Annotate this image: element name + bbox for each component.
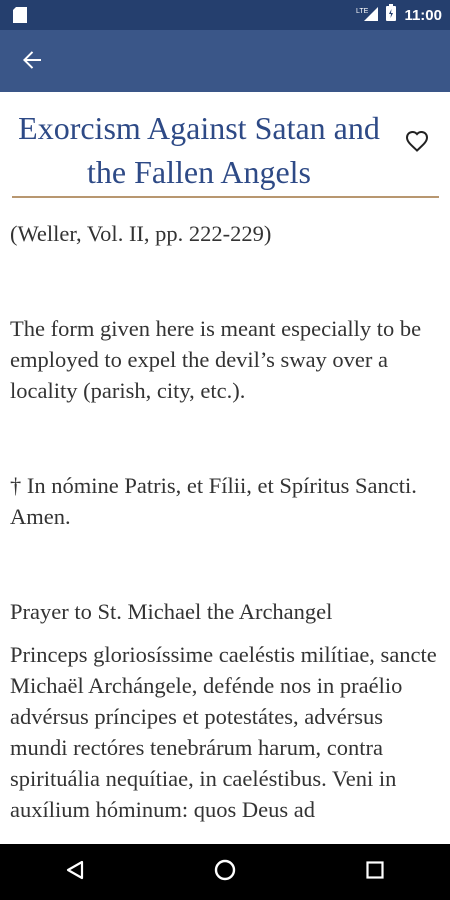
nav-back-button[interactable]: [45, 844, 105, 900]
prayer-text: Princeps gloriosíssime caeléstis milítiae, sancte Michaël Archángele, defénde nos in praélio advérsus príncipes et potestátes, advérsus mundi rectóres tenebrárum harum, contra spirituália nequítiae, in caeléstibus. Veni in auxílium hóminum: quos Deus ad: [10, 642, 437, 822]
title-divider: [12, 196, 439, 198]
svg-text:LTE: LTE: [356, 7, 369, 15]
battery-icon: [386, 4, 396, 26]
intro-paragraph: The form given here is meant especially to be employed to expel the devil’s sway over a locality (parish, city, etc.).: [10, 316, 422, 403]
nav-home-button[interactable]: [195, 844, 255, 900]
prayer-content: [10, 218, 440, 825]
status-bar: [0, 0, 450, 30]
status-time: 11:00: [404, 6, 442, 24]
status-icons: [356, 0, 442, 30]
app-bar: [0, 30, 450, 92]
system-nav-bar: [0, 844, 450, 900]
page-title: Exorcism Against Satan and the Fallen Angels: [18, 110, 380, 190]
back-button[interactable]: [12, 42, 52, 82]
lte-signal-icon: [356, 5, 378, 26]
sign-of-cross-paragraph: † In nómine Patris, et Fílii, et Spíritus Sancti. Amen.: [10, 473, 417, 529]
triangle-back-icon: [66, 860, 84, 885]
heart-outline-icon: [405, 130, 429, 157]
arrow-left-icon: [22, 50, 42, 75]
nav-recents-button[interactable]: [345, 844, 405, 900]
prayer-heading: Prayer to St. Michael the Archangel: [10, 599, 333, 624]
title-section: [0, 92, 450, 202]
sd-card-icon: [13, 7, 27, 23]
favorite-button[interactable]: [402, 128, 432, 158]
source-citation: (Weller, Vol. II, pp. 222-229): [10, 221, 272, 246]
square-recents-icon: [366, 861, 384, 884]
circle-home-icon: [214, 859, 236, 886]
